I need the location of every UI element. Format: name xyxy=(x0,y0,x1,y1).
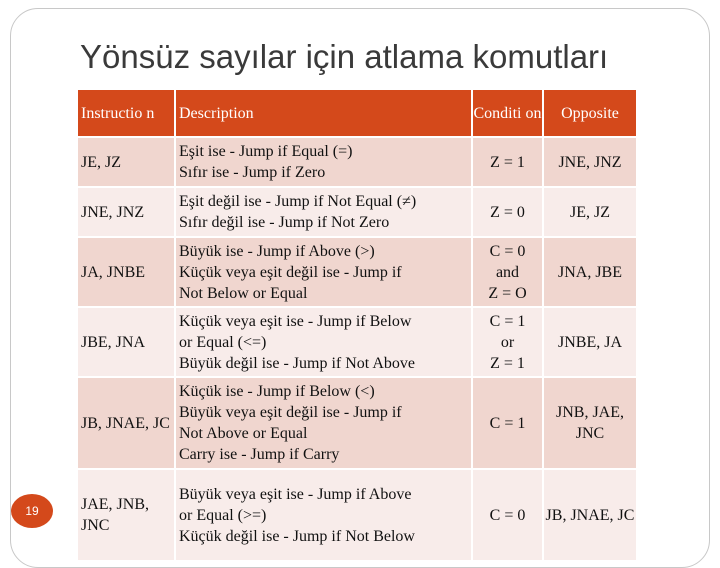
condition-line: or xyxy=(500,333,515,351)
instruction-cell: JB, JNAE, JC xyxy=(78,377,175,469)
condition-cell xyxy=(472,377,543,469)
condition-line: and xyxy=(495,263,520,281)
description-line: Küçük veya eşit ise - Jump if Below xyxy=(179,312,412,330)
instruction-cell: JNE, JNZ xyxy=(78,187,175,237)
instruction-cell: JE, JZ xyxy=(78,137,175,187)
description-line: Eşit ise - Jump if Equal (=) xyxy=(179,143,353,160)
instruction-cell: JA, JNBE xyxy=(78,237,175,307)
description-line: Sıfır ise - Jump if Zero xyxy=(179,164,326,181)
condition-line: C = 0 xyxy=(489,506,526,524)
condition-line: Z = O xyxy=(488,284,527,302)
description-line: Büyük ise - Jump if Above (>) xyxy=(179,242,375,260)
header-description: Description xyxy=(175,90,472,137)
slide-number-badge: 19 xyxy=(11,494,53,528)
opposite-cell: JB, JNAE, JC xyxy=(543,469,637,561)
table-header-row xyxy=(78,90,637,137)
instruction-cell: JBE, JNA xyxy=(78,307,175,377)
condition-cell xyxy=(472,187,543,237)
description-line: or Equal (>=) xyxy=(179,506,267,524)
table-row xyxy=(78,187,637,237)
opposite-cell: JNA, JBE xyxy=(543,237,637,307)
table-row xyxy=(78,469,637,561)
condition-line: C = 0 xyxy=(489,242,526,260)
description-line: Küçük değil ise - Jump if Not Below xyxy=(179,527,415,545)
condition-cell xyxy=(472,307,543,377)
condition-line: Z = 1 xyxy=(490,153,525,171)
header-instruction: Instructio n xyxy=(78,90,175,137)
table-container xyxy=(78,90,637,562)
opposite-cell: JNE, JNZ xyxy=(543,137,637,187)
condition-line: Z = 0 xyxy=(490,203,525,221)
header-opposite: Opposite xyxy=(543,90,637,137)
description-line: Büyük veya eşit değil ise - Jump if xyxy=(179,404,402,421)
condition-cell xyxy=(472,237,543,307)
description-line: Carry ise - Jump if Carry xyxy=(179,446,340,463)
instruction-cell: JAE, JNB, JNC xyxy=(78,469,175,561)
description-line: Sıfır değil ise - Jump if Not Zero xyxy=(179,214,390,231)
opposite-cell: JE, JZ xyxy=(543,187,637,237)
description-cell xyxy=(175,469,472,561)
description-line: Büyük veya eşit ise - Jump if Above xyxy=(179,485,412,503)
description-cell xyxy=(175,237,472,307)
description-line: Not Below or Equal xyxy=(179,284,308,302)
condition-line: C = 1 xyxy=(489,414,526,432)
jump-instructions-table xyxy=(78,90,638,562)
table-row xyxy=(78,237,637,307)
description-line: Küçük ise - Jump if Below (<) xyxy=(179,383,375,400)
description-line: or Equal (<=) xyxy=(179,333,267,351)
table-row xyxy=(78,137,637,187)
condition-cell xyxy=(472,469,543,561)
condition-line: Z = 1 xyxy=(490,354,525,372)
slide-title: Yönsüz sayılar için atlama komutları xyxy=(80,38,609,75)
table-row xyxy=(78,307,637,377)
table-row xyxy=(78,377,637,469)
description-cell xyxy=(175,187,472,237)
description-cell xyxy=(175,307,472,377)
table-body xyxy=(78,137,637,561)
description-line: Küçük veya eşit değil ise - Jump if xyxy=(179,263,402,281)
description-line: Büyük değil ise - Jump if Not Above xyxy=(179,354,415,372)
description-cell xyxy=(175,137,472,187)
description-line: Eşit değil ise - Jump if Not Equal (≠) xyxy=(179,193,417,210)
opposite-cell: JNB, JAE, JNC xyxy=(543,377,637,469)
description-line: Not Above or Equal xyxy=(179,425,308,442)
opposite-cell: JNBE, JA xyxy=(543,307,637,377)
header-condition: Conditi on xyxy=(472,90,543,137)
condition-line: C = 1 xyxy=(489,312,526,330)
description-cell xyxy=(175,377,472,469)
condition-cell xyxy=(472,137,543,187)
